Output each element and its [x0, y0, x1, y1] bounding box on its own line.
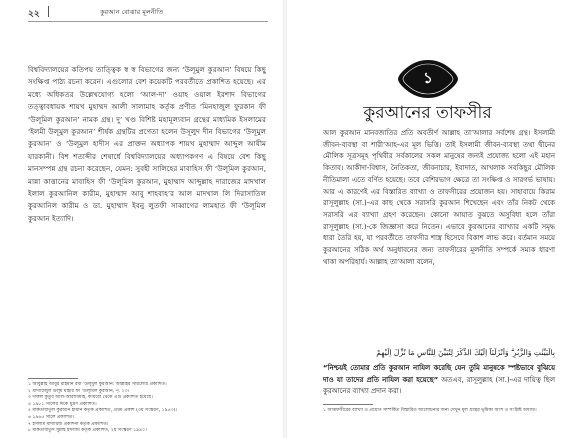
chapter-number: ১: [423, 69, 433, 87]
right-page: [285, 0, 570, 438]
verse-translation: [323, 363, 555, 398]
footnote: ৫ মাকতাবাতুল কুরআন হায়ান কর্তৃক প্রকাশিত, প্রথম প্রকাশ (৩য় সংস্করণ, ১৯৫৩)।: [28, 408, 177, 414]
running-title: কুরআন বোঝার মূলনীতি: [100, 8, 164, 16]
footnote: ৪ ১৯৮১ সালের দিকে মুদ্রণ প্রকাশিত।: [28, 401, 97, 407]
header-divider: [48, 6, 49, 17]
header-rule: [28, 21, 268, 22]
footnote-rule: [323, 404, 373, 405]
left-paragraph: বিশ্ববিদ্যালয়ের কতিপয় তাত্ত্বিক স্ব স্ব বিভাগের জন্য ‘উলূমুল কুরআন’ বিষয়ে কিছু সংক্ষিপ্ত পাঠ্য রচনা করেন। এগুলোর বেশ কয়েকটি পরবর্তীতে প্রকাশিত হয়েছে। এর মধ্যে অধিকতর উল্লেখযোগ্য হলো ‘আল-দা’ ওয়াহ ওয়াল ইরশাদ বিভাগের তত্ত্বাবধায়ক শায়খ মুহাম্মদ আলী সালামাহ কর্তৃক প্রণীত ‘মিনহাজুল ফুরকান ফী ‘উলূমিল কুরআন’ নামক গ্রন্থ। দু’ খণ্ড বিশিষ্ট মহামূল্যবান গ্রন্থের মাধ্যমিক ইসলামের ‘ইলমী উলূমুল কুরআন’ শীর্ষক গ্রন্থটির প্রণেতা হলেন উসূলুদ দীন বিভাগের ‘উলূমুল কুরআন’ ও ‘উলূমুল হাদীস এর প্রাক্তন অধ্যাপক শায়খ মুহাম্মাদ আব্দুল আযীম যারকানী। বিশ শতাব্দীর শেষার্ধে বিশ্ববিদ্যালয়ের অধ্যাপকগণ এ বিষয়ে বেশ কিছু মানসম্পন্ন গ্রন্থ রচনা করেছেন, যেমন: সুবহী সালিহের মাবাহিস ফী ‘উলূমিল কুরআন, মান্না কাত্তানের মাবাহিস ফী ‘উলূমিল কুরআন, মুহাম্মাদ আব্দুল্লাহ দারাজের মাদখাল ইলাল কুরআনিল কারীম, মুহাম্মাদ আবু শাহবাহ’র আল মাদখাল লি দিরাসাতিল কুরআনিল কারীম ও ডা. মুহাম্মাদ ইবনু লুতফী সাব্বাগের লামহাত ফী ‘উলূমিল কুরআন ইত্যাদি।: [28, 65, 266, 223]
footnote-rule: [28, 378, 78, 379]
footnote-list: [28, 382, 268, 435]
page-number: ২২: [28, 9, 40, 19]
footnote: ৬ ১৯৬৫ সালে প্রকাশিত।: [28, 414, 75, 420]
footnote: ৭ ইসলাম মাদারিজ প্রকাশনা কর্তৃক প্রকাশিত।: [28, 421, 109, 427]
footnote: ৮ মাকতাবাতুস সুন্নাহ ইসলাম কর্তৃক প্রকাশিত, ২য় সংস্করণ ১৯৯০।: [28, 428, 147, 434]
footnote: ১ আবুল্লাহ আবুর রাহমান রবী ‘উলূমুল কুরআন: আল্লাহর সারল্যের প্রকাশিত।: [28, 382, 167, 387]
translation-quote: “নিশ্চয়ই তোমার প্রতি কুরআন নাযিল করেছি যেন তুমি মানুষকে স্পষ্টভাবে বুঝিয়ে দাও যা তাদের প্রতি নাযিল করা হয়েছে”: [323, 364, 555, 384]
translation-continuation: অতএব, রাসূলুল্লাহ (সা.)-এর দায়িত্ব ছিল কুরআনের ব্যাখ্যা প্রদান করা।: [323, 375, 555, 395]
footnote: ৩ দারুল কুতুব আল-আরাবিয়াহ, কায়রো থেকে এটি প্রকাশিত হয়েছে।: [28, 395, 153, 401]
footnote: ২ মাদারিজুল উলূম মাহীর ফী ‘উলূমিল কুরআন, পৃ. ২৩।: [28, 388, 130, 394]
arabic-verse: بِالْبَيِّنٰتِ وَالزُّبُرِ ۗ وَاَنْزَلْنَآ اِلَيْكَ الذِّكْرَ لِتُبَيِّنَ لِلنَّاسِ مَا نُزِّلَ اِلَيْهِمْ: [376, 348, 555, 357]
running-header: [28, 6, 268, 20]
right-body-text: [323, 128, 555, 268]
chapter-title: কুরআনের তাফসীর: [363, 103, 492, 123]
left-body-text: [28, 64, 266, 225]
chapter-badge: [396, 58, 460, 100]
footnote: ১ আত্তফসীরের ব্যাখ্যা ও প্রয়োগ সম্পর্কিত বিস্তারিত আলোচনার জন্য দেখুন মূল গ্রন্থের ভূমিকা অংশ ও সংশ্লিষ্ট অধ্যায়।: [323, 408, 537, 413]
right-paragraph: আল কুরআন মানবজাতির প্রতি অবতীর্ণ আল্লাহ তা’আলার সর্বশেষ গ্রন্থ। ইসলামী জীবন-ব্যবস্থা বা শারী’আহ-এর মূল ভিত্তি। তাই ইসলামী জীবন-ব্যবস্থা তথা দ্বীনের মৌলিক সূত্রসমূহ পৃথিবীর সর্বকালের সকল মানুষের জন্যই প্রযোজ্য হলো এই মহান কিতাব। আকীদা-বিশ্বাস, নৈতিকতা, জীবনাচার, ইবাদাত, আখলাক সবকিছুর মৌলিক নীতিমালা এতে বর্ণিত হয়েছে। তবে বেশিরভাগ ক্ষেত্রে তা সংক্ষিপ্ত ও সারগর্ভ ভাষায়। আর এ কারণেই এর বিস্তারিত ব্যাখ্যা ও তাফসীরের প্রয়োজন হয়। সাহাবায়ে কিরাম রাসূলুল্লাহ (সা.)-এর কাছ থেকে সরাসরি কুরআন শিখেছেন এবং তাঁর নিকট থেকে সরাসরি এর ব্যাখ্যা গ্রহণ করেছেন। কোনো আয়াত বুঝতে অসুবিধা হলে তাঁরা রাসূলুল্লাহ (সা.)-কে জিজ্ঞাসা করে নিতেন। এভাবে কুরআনের ব্যাখ্যার একটি সমৃদ্ধ ধারা তৈরি হয়, যা পরবর্তীতে তাফসীর শাস্ত্র হিসেবে বিকাশ লাভ করে। বর্তমান সময়ে কুরআনের সঠিক অর্থ অনুধাবনের জন্য তাফসীরের মূলনীতি সম্পর্কে সম্যক ধারণা থাকা অপরিহার্য। আল্লাহ তা’আলা বলেন,: [323, 129, 555, 266]
